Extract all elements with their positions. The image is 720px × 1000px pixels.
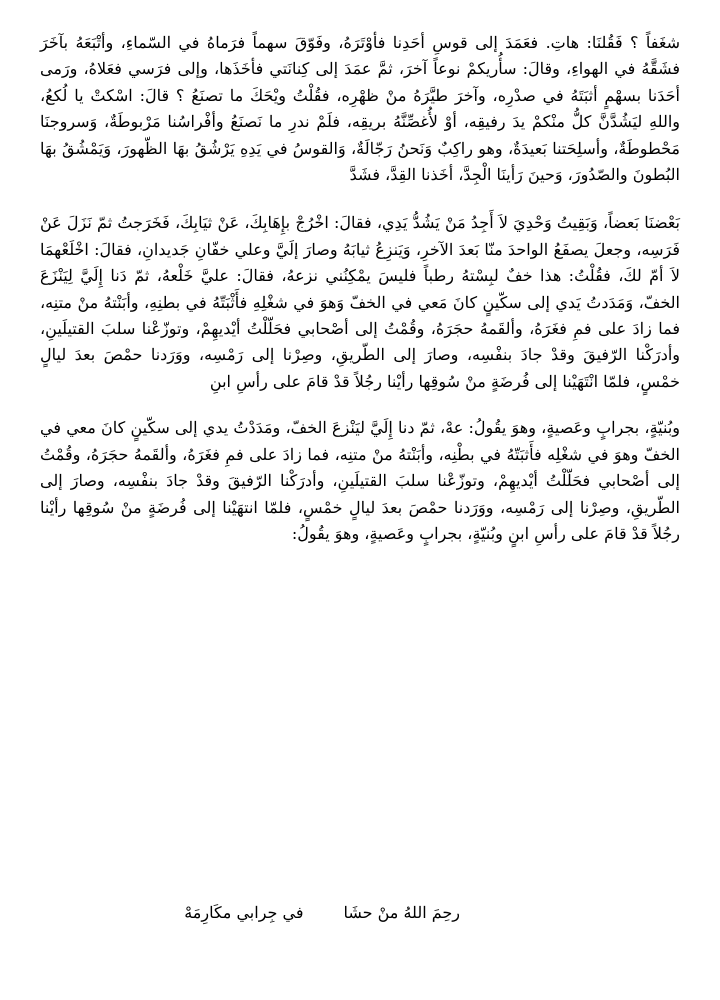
verse-first-hemistich: رحِمَ اللهُ منْ حشَا [343,903,460,922]
paragraph-2: بَعْضنَا بَعضاً، وَبَقِيتُ وَحْدِيَ لاَ أَجِدُ مَنْ يَشُدُّ يَدِي، فقالَ: اخْرُجْ بإِهَابِكَ، عَنْ ثيَابِكَ، فَخَرَجتُ ثمّ نَزَلَ عَنْ فَرَسِه، وجعلَ يصفَعُ الواحدَ منّا بَعدَ الآخرِ، وَيَنزِعُ ثيابَهُ وصارَ إلَيَّ وعلي خفّانِ جَديدانِ، فقالَ: اخْلَعْهمَا لاَ أمّ لكَ، فقُلْتُ: هذا خفٌ لبِسْتهُ رطباً فليسَ يمْكِنُني نزعهُ، فقالَ: عليَّ خَلْعهُ، ثمّ دَنا إِلَيَّ لِيَنْزَعَ الخفّ، وَمَدَدتُ يَدي إلى سكّينٍ كانَ مَعي في الخفّ وَهوَ في شغْلِهِ فأَثْبَتّهُ في بطنِهِ، وأبَنْتهُ منْ متنِه، فما زادَ على فمِ فغَرَهُ، وألقَمهُ حجَرَهُ، وقُمْتُ إلى أصْحابي فحَلّلْتُ أيْديهِمْ، وتوزّعْنا سلبَ القتيلَينِ، وأدرَكْنا الرّفيقَ وقدْ جادَ بنفْسِه، وصارَ إلى الطّريقِ، وصِرْنا إلى رَمْسِه، ووَرَدنا حمْصَ بعدَ ليالٍ خمْسٍ، فلمّا انْتَهَيْنا إلى فُرضَةٍ منْ سُوقِها رأيْنا رجُلاً قدْ قامَ على رأسِ ابنِ [40,213,681,391]
paragraph-3: وبُنيّةٍ، بجرابٍ وعَصيةٍ، وهوَ يقُولُ: عهْ، ثمّ دنا إِلَيَّ ليَنْزعَ الخفّ، ومَدَدْتُ يدي إلى سكّينٍ كانَ معي في الخفّ وهوَ في شغْلِه فأَثبَتّهُ في بطْنِه، وأبَنْتهُ منْ متنِه، فما زادَ على فمِ فغَرَهُ، وألقَمهُ حجَرَهُ، وقُمْتُ إلى أصْحابي فحَلّلْتُ أيْديهِمْ، وتوزّعْنا سلبَ القتيلَينِ، وأدرَكْنا الرّفيقَ وقدْ جادَ بنفْسِه، وصارَ إلى الطّريقِ، وصِرْنا إلى رَمْسِه، ووَرَدنا حمْصَ بعدَ ليالٍ خمْسٍ، فلمّا انتهَيْنا إلى فُرضَةٍ منْ سُوقِها رأيْنا رجُلاً قدْ قامَ على رأسِ ابنٍ وبُنيّةٍ، بجرابٍ وعَصيةٍ، وهوَ يقُولُ: [40,418,680,543]
poem-verse [184,900,460,926]
verse-second-hemistich: في جِرابي مكَارِمَهْ [184,903,304,922]
paragraph-1: شغَفاً ؟ فَقُلنَا: هاتِ. فعَمَدَ إلى قوسِ أحَدِنا فأوْتَرَهُ، وفَوّقَ سهماً فرَماهُ في السّماءِ، وأتْبَعَهُ بآخَرَ فشَقَّهُ في الهواءِ، وقالَ: سأُريكمْ نوعاً آخرَ، ثمَّ عمَدَ إلى كِنانَتي فأخَذَها، وإلى فرَسي فعَلاهُ، ورَمى أحَدَنا بسهْمٍ أثبَتَهُ في صدْرِه، وآخرَ طيَّرَهُ منْ ظهْرِه، فقُلْتُ ويْحَكَ ما تصنَعُ ؟ قالَ: اسْكتْ يا لُكعُ، واللهِ ليَشُدَّنَّ كلُّ منْكمْ يدَ رفيقِه، أوْ لأُغصِّنَّهُ بريقِه، فلَمْ ندرِ ما نَصنَعُ وأفْراسُنا مَرْبوطَةٌ، وَسروجنَا مَحْطوطَةٌ، وأسلِحَتنا بَعيدَةٌ، وهو راكِبٌ وَنَحنُ رَجّالَةٌ، وَالقوسُ في يَدِهِ يَرْشُقُ بهَا الظّهورَ، وَيَمْشُقُ بهَا البُطونَ والصّدُورَ، وَحينَ رَأينَا الْجِدَّ، أخَذنا القِدَّ، فشَدَّ [40,33,680,185]
document-body [40,30,680,547]
